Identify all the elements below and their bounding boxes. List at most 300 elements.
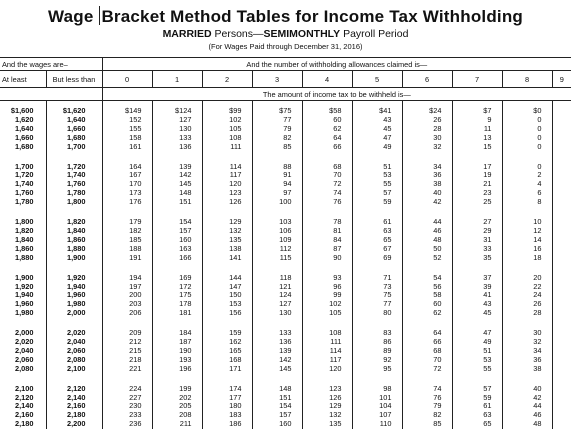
tax-cell-allowance-3: 124	[252, 291, 302, 300]
row-group	[0, 212, 571, 263]
tax-cell-allowance-6: 58	[402, 291, 452, 300]
tax-cell-allowance-9	[552, 143, 571, 152]
tax-cell-allowance-9	[552, 402, 571, 411]
tax-cell-allowance-0: 167	[102, 171, 152, 180]
tax-cell-allowance-4: 68	[302, 157, 352, 172]
tax-cell-allowance-1: 145	[152, 180, 202, 189]
tax-cell-allowance-0: 206	[102, 309, 152, 318]
tax-cell-allowance-0: 161	[102, 143, 152, 152]
tax-cell-allowance-0: 203	[102, 300, 152, 309]
tax-cell-allowance-2: 135	[202, 236, 252, 245]
tax-cell-allowance-1: 151	[152, 198, 202, 207]
tax-cell-allowance-5: 75	[352, 291, 402, 300]
table-row	[0, 268, 571, 283]
tax-cell-allowance-3: 91	[252, 171, 302, 180]
tax-cell-allowance-8: 0	[502, 134, 552, 143]
tax-cell-allowance-4: 81	[302, 227, 352, 236]
tax-cell-allowance-9	[552, 283, 571, 292]
table-row	[0, 212, 571, 227]
tax-cell-allowance-3: 121	[252, 283, 302, 292]
tax-cell-allowance-8: 24	[502, 291, 552, 300]
tax-cell-allowance-4: 74	[302, 189, 352, 198]
tax-cell-allowance-1: 136	[152, 143, 202, 152]
tax-cell-allowance-6: 66	[402, 338, 452, 347]
but-less-cell: 1,980	[46, 300, 102, 309]
allowance-col-6: 6	[402, 71, 452, 88]
tax-cell-allowance-8: 40	[502, 379, 552, 394]
tax-cell-allowance-3: 79	[252, 125, 302, 134]
tax-cell-allowance-8: 48	[502, 420, 552, 429]
tax-cell-allowance-9	[552, 309, 571, 318]
tax-cell-allowance-0: 224	[102, 379, 152, 394]
withholding-table	[0, 57, 571, 429]
tax-cell-allowance-2: 141	[202, 254, 252, 263]
at-least-cell: 2,100	[15, 383, 34, 393]
tax-cell-allowance-7: 33	[452, 245, 502, 254]
tax-cell-allowance-1: $124	[152, 101, 202, 116]
allowance-col-0: 0	[102, 71, 152, 88]
tax-cell-allowance-1: 199	[152, 379, 202, 394]
tax-cell-allowance-0: 155	[102, 125, 152, 134]
but-less-cell: 1,640	[46, 116, 102, 125]
tax-cell-allowance-9	[552, 411, 571, 420]
tax-cell-allowance-7: 43	[452, 300, 502, 309]
tax-cell-allowance-6: 30	[402, 134, 452, 143]
tax-cell-allowance-7: 9	[452, 116, 502, 125]
at-least-cell: 1,960	[15, 299, 34, 309]
tax-cell-allowance-8: 10	[502, 212, 552, 227]
tax-cell-allowance-5: 45	[352, 125, 402, 134]
table-row	[0, 365, 571, 374]
tax-cell-allowance-5: 104	[352, 402, 402, 411]
tax-cell-allowance-0: 230	[102, 402, 152, 411]
tax-cell-allowance-4: 99	[302, 291, 352, 300]
tax-cell-allowance-4: 76	[302, 198, 352, 207]
tax-cell-allowance-1: 163	[152, 245, 202, 254]
tax-cell-allowance-2: 114	[202, 157, 252, 172]
tax-cell-allowance-6: 74	[402, 379, 452, 394]
tax-cell-allowance-6: 28	[402, 125, 452, 134]
tax-cell-allowance-2: 153	[202, 300, 252, 309]
tax-cell-allowance-8: 20	[502, 268, 552, 283]
table-row	[0, 143, 571, 152]
tax-cell-allowance-4: 120	[302, 365, 352, 374]
tax-cell-allowance-1: 190	[152, 347, 202, 356]
tax-cell-allowance-4: 66	[302, 143, 352, 152]
tax-cell-allowance-5: 67	[352, 245, 402, 254]
tax-cell-allowance-2: 174	[202, 379, 252, 394]
tax-cell-allowance-8: 18	[502, 254, 552, 263]
tax-cell-allowance-4: 70	[302, 171, 352, 180]
tax-cell-allowance-1: 127	[152, 116, 202, 125]
table-row	[0, 420, 571, 429]
tax-cell-allowance-6: 52	[402, 254, 452, 263]
tax-cell-allowance-4: 96	[302, 283, 352, 292]
tax-cell-allowance-9	[552, 268, 571, 283]
tax-cell-allowance-7: 59	[452, 394, 502, 403]
tax-cell-allowance-2: 156	[202, 309, 252, 318]
tax-cell-allowance-0: 179	[102, 212, 152, 227]
tax-cell-allowance-5: $41	[352, 101, 402, 116]
tax-cell-allowance-7: 61	[452, 402, 502, 411]
tax-cell-allowance-3: 115	[252, 254, 302, 263]
tax-cell-allowance-2: 159	[202, 323, 252, 338]
but-less-cell: 1,760	[46, 180, 102, 189]
tax-cell-allowance-3: 142	[252, 356, 302, 365]
tax-cell-allowance-0: 215	[102, 347, 152, 356]
but-less-cell: $1,620	[46, 101, 102, 116]
tax-cell-allowance-4: 78	[302, 212, 352, 227]
at-least-cell: 2,040	[15, 345, 34, 355]
tax-cell-allowance-7: 53	[452, 356, 502, 365]
tax-cell-allowance-0: 197	[102, 283, 152, 292]
tax-cell-allowance-9	[552, 323, 571, 338]
at-least-cell: 1,920	[15, 281, 34, 291]
table-row	[0, 254, 571, 263]
at-least-cell: 1,820	[15, 225, 34, 235]
at-least-cell: 1,940	[15, 290, 34, 300]
subtitle-payroll: Payroll Period	[343, 28, 409, 40]
tax-cell-allowance-1: 148	[152, 189, 202, 198]
tax-cell-allowance-7: 51	[452, 347, 502, 356]
tax-cell-allowance-8: 26	[502, 300, 552, 309]
at-least-cell: 1,740	[15, 179, 34, 189]
tax-cell-allowance-2: 111	[202, 143, 252, 152]
tax-cell-allowance-9	[552, 171, 571, 180]
tax-cell-allowance-3: 77	[252, 116, 302, 125]
tax-cell-allowance-0: 182	[102, 227, 152, 236]
tax-cell-allowance-0: 227	[102, 394, 152, 403]
tax-cell-allowance-1: 193	[152, 356, 202, 365]
tax-cell-allowance-9	[552, 227, 571, 236]
but-less-cell: 2,060	[46, 347, 102, 356]
blank-cell	[0, 88, 46, 101]
tax-cell-allowance-9	[552, 338, 571, 347]
tax-cell-allowance-5: 80	[352, 309, 402, 318]
but-less-cell: 2,040	[46, 338, 102, 347]
tax-cell-allowance-0: 236	[102, 420, 152, 429]
table-row	[0, 323, 571, 338]
tax-cell-allowance-8: $0	[502, 101, 552, 116]
tax-cell-allowance-7: 45	[452, 309, 502, 318]
tax-cell-allowance-9	[552, 356, 571, 365]
at-least-cell: 1,900	[15, 272, 34, 282]
tax-cell-allowance-3: 82	[252, 134, 302, 143]
tax-cell-allowance-6: 50	[402, 245, 452, 254]
tax-cell-allowance-9	[552, 291, 571, 300]
tax-cell-allowance-5: 55	[352, 180, 402, 189]
tax-cell-allowance-9	[552, 198, 571, 207]
row-group	[0, 268, 571, 319]
tax-cell-allowance-1: 133	[152, 134, 202, 143]
tax-cell-allowance-2: 123	[202, 189, 252, 198]
page-title	[0, 6, 571, 27]
but-less-cell: 1,960	[46, 291, 102, 300]
tax-cell-allowance-5: 98	[352, 379, 402, 394]
tax-cell-allowance-0: 212	[102, 338, 152, 347]
tax-cell-allowance-7: 27	[452, 212, 502, 227]
at-least-cell: 2,160	[15, 410, 34, 420]
tax-cell-allowance-7: 47	[452, 323, 502, 338]
tax-cell-allowance-2: 147	[202, 283, 252, 292]
tax-cell-allowance-1: 157	[152, 227, 202, 236]
tax-cell-allowance-5: 107	[352, 411, 402, 420]
but-less-cell: 2,160	[46, 402, 102, 411]
tax-cell-allowance-9	[552, 420, 571, 429]
tax-cell-allowance-2: 150	[202, 291, 252, 300]
tax-cell-allowance-2: 132	[202, 227, 252, 236]
tax-cell-allowance-9	[552, 347, 571, 356]
tax-cell-allowance-8: 32	[502, 338, 552, 347]
tax-cell-allowance-8: 30	[502, 323, 552, 338]
at-least-cell: 1,760	[15, 188, 34, 198]
tax-cell-allowance-3: 94	[252, 180, 302, 189]
tax-cell-allowance-6: $24	[402, 101, 452, 116]
tax-cell-allowance-6: 62	[402, 309, 452, 318]
tax-cell-allowance-7: 23	[452, 189, 502, 198]
tax-cell-allowance-4: 135	[302, 420, 352, 429]
tax-cell-allowance-2: 129	[202, 212, 252, 227]
at-least-cell: 2,180	[15, 419, 34, 429]
tax-cell-allowance-5: 49	[352, 143, 402, 152]
tax-cell-allowance-0: 158	[102, 134, 152, 143]
at-least-cell: 1,840	[15, 234, 34, 244]
tax-cell-allowance-3: $75	[252, 101, 302, 116]
subtitle-persons: Persons—	[214, 28, 264, 40]
at-least-cell: 1,660	[15, 132, 34, 142]
tax-cell-allowance-8: 0	[502, 157, 552, 172]
tax-cell-allowance-5: 59	[352, 198, 402, 207]
tax-cell-allowance-2: 162	[202, 338, 252, 347]
tax-cell-allowance-5: 92	[352, 356, 402, 365]
tax-cell-allowance-6: 82	[402, 411, 452, 420]
tax-cell-allowance-8: 0	[502, 116, 552, 125]
at-least-cell: 1,680	[15, 141, 34, 151]
tax-cell-allowance-0: 209	[102, 323, 152, 338]
tax-cell-allowance-6: 60	[402, 300, 452, 309]
tax-cell-allowance-4: 108	[302, 323, 352, 338]
tax-cell-allowance-1: 205	[152, 402, 202, 411]
tax-cell-allowance-0: 221	[102, 365, 152, 374]
tax-cell-allowance-7: 21	[452, 180, 502, 189]
tax-cell-allowance-3: 139	[252, 347, 302, 356]
tax-cell-allowance-7: 49	[452, 338, 502, 347]
tax-cell-allowance-5: 83	[352, 323, 402, 338]
tax-cell-allowance-7: 55	[452, 365, 502, 374]
tax-cell-allowance-4: 114	[302, 347, 352, 356]
tax-cell-allowance-6: 44	[402, 212, 452, 227]
tax-cell-allowance-3: 109	[252, 236, 302, 245]
tax-cell-allowance-4: 102	[302, 300, 352, 309]
tax-cell-allowance-2: 120	[202, 180, 252, 189]
tax-cell-allowance-4: 93	[302, 268, 352, 283]
tax-cell-allowance-7: 15	[452, 143, 502, 152]
tax-cell-allowance-2: 117	[202, 171, 252, 180]
tax-cell-allowance-9	[552, 394, 571, 403]
tax-cell-allowance-6: 54	[402, 268, 452, 283]
tax-cell-allowance-0: 176	[102, 198, 152, 207]
but-less-cell: 1,680	[46, 134, 102, 143]
tax-cell-allowance-1: 208	[152, 411, 202, 420]
tax-cell-allowance-2: 183	[202, 411, 252, 420]
tax-cell-allowance-1: 160	[152, 236, 202, 245]
tax-cell-allowance-4: 64	[302, 134, 352, 143]
tax-cell-allowance-4: 84	[302, 236, 352, 245]
tax-cell-allowance-3: 151	[252, 394, 302, 403]
title-rest: Bracket Method Tables for Income Tax Withholding	[101, 7, 524, 26]
but-less-cell: 2,180	[46, 411, 102, 420]
tax-cell-allowance-4: 129	[302, 402, 352, 411]
tax-cell-allowance-1: 187	[152, 338, 202, 347]
tax-cell-allowance-7: 13	[452, 134, 502, 143]
tax-cell-allowance-1: 181	[152, 309, 202, 318]
allowance-col-5: 5	[352, 71, 402, 88]
at-least-cell: 1,700	[15, 161, 34, 171]
tax-cell-allowance-9	[552, 254, 571, 263]
tax-cell-allowance-1: 172	[152, 283, 202, 292]
tax-cell-allowance-0: 194	[102, 268, 152, 283]
tax-cell-allowance-3: 130	[252, 309, 302, 318]
tax-cell-allowance-5: 63	[352, 227, 402, 236]
tax-cell-allowance-9	[552, 189, 571, 198]
tax-cell-allowance-8: 4	[502, 180, 552, 189]
tax-cell-allowance-4: 72	[302, 180, 352, 189]
row-group	[0, 157, 571, 208]
tax-cell-allowance-1: 178	[152, 300, 202, 309]
tax-cell-allowance-5: 47	[352, 134, 402, 143]
tax-cell-allowance-3: 148	[252, 379, 302, 394]
but-less-cell: 2,140	[46, 394, 102, 403]
but-less-cell: 2,080	[46, 356, 102, 365]
tax-cell-allowance-6: 34	[402, 157, 452, 172]
tax-cell-allowance-2: 180	[202, 402, 252, 411]
tax-cell-allowance-2: 165	[202, 347, 252, 356]
tax-cell-allowance-8: 16	[502, 245, 552, 254]
tax-cell-allowance-5: 73	[352, 283, 402, 292]
tax-cell-allowance-7: 57	[452, 379, 502, 394]
tax-cell-allowance-2: 171	[202, 365, 252, 374]
date-note: (For Wages Paid through December 31, 2016)	[208, 42, 363, 51]
tax-cell-allowance-9	[552, 116, 571, 125]
at-least-header: At least	[0, 71, 46, 88]
table-row	[0, 157, 571, 172]
at-least-cell: 2,140	[15, 401, 34, 411]
tax-cell-allowance-4: 132	[302, 411, 352, 420]
but-less-cell: 1,880	[46, 245, 102, 254]
tax-cell-allowance-3: 154	[252, 402, 302, 411]
tax-cell-allowance-0: 185	[102, 236, 152, 245]
tax-cell-allowance-1: 211	[152, 420, 202, 429]
but-less-cell: 2,000	[46, 309, 102, 318]
tax-cell-allowance-7: 19	[452, 171, 502, 180]
tax-cell-allowance-1: 139	[152, 157, 202, 172]
tax-cell-allowance-8: 0	[502, 143, 552, 152]
tax-cell-allowance-2: 105	[202, 125, 252, 134]
row-group	[0, 323, 571, 374]
tax-cell-allowance-1: 175	[152, 291, 202, 300]
tax-cell-allowance-6: 72	[402, 365, 452, 374]
at-least-cell: 1,640	[15, 123, 34, 133]
tax-cell-allowance-7: 39	[452, 283, 502, 292]
tax-cell-allowance-8: 36	[502, 356, 552, 365]
tax-cell-allowance-6: 38	[402, 180, 452, 189]
tax-cell-allowance-6: 40	[402, 189, 452, 198]
tax-cell-allowance-1: 202	[152, 394, 202, 403]
tax-cell-allowance-4: $58	[302, 101, 352, 116]
at-least-cell: 1,620	[15, 114, 34, 124]
tax-cell-allowance-3: 88	[252, 157, 302, 172]
tax-cell-allowance-1: 196	[152, 365, 202, 374]
at-least-cell: 1,780	[15, 197, 34, 207]
tax-cell-allowance-2: 168	[202, 356, 252, 365]
at-least-cell: 1,860	[15, 243, 34, 253]
table-row	[0, 309, 571, 318]
tax-cell-allowance-2: 186	[202, 420, 252, 429]
tax-cell-allowance-0: 170	[102, 180, 152, 189]
tax-cell-allowance-5: 57	[352, 189, 402, 198]
allowance-col-4: 4	[302, 71, 352, 88]
at-least-cell: $1,600	[10, 106, 34, 115]
but-less-cell: 1,720	[46, 157, 102, 172]
blank-cell	[46, 88, 102, 101]
at-least-cell: 2,060	[15, 354, 34, 364]
but-less-cell: 1,900	[46, 254, 102, 263]
but-less-cell: 1,800	[46, 198, 102, 207]
tax-cell-allowance-2: 126	[202, 198, 252, 207]
tax-cell-allowance-5: 95	[352, 365, 402, 374]
tax-cell-allowance-8: 44	[502, 402, 552, 411]
page-subtitle	[0, 28, 571, 40]
at-least-cell: 1,980	[15, 308, 34, 318]
tax-cell-allowance-9	[552, 300, 571, 309]
tax-cell-allowance-8: 22	[502, 283, 552, 292]
tax-cell-allowance-8: 8	[502, 198, 552, 207]
tax-cell-allowance-6: 36	[402, 171, 452, 180]
allowances-header: And the number of withholding allowances claimed is—	[102, 58, 571, 71]
tax-cell-allowance-9	[552, 157, 571, 172]
tax-cell-allowance-8: 46	[502, 411, 552, 420]
title-wage: Wage	[47, 7, 94, 26]
row-group	[0, 379, 571, 430]
tax-cell-allowance-4: 105	[302, 309, 352, 318]
tax-cell-allowance-5: 69	[352, 254, 402, 263]
but-less-cell: 1,920	[46, 268, 102, 283]
but-less-cell: 2,200	[46, 420, 102, 429]
tax-cell-allowance-5: 89	[352, 347, 402, 356]
tax-cell-allowance-4: 111	[302, 338, 352, 347]
tax-cell-allowance-4: 123	[302, 379, 352, 394]
tax-cell-allowance-7: 41	[452, 291, 502, 300]
but-less-cell: 1,740	[46, 171, 102, 180]
allowance-col-7: 7	[452, 71, 502, 88]
at-least-cell: 2,020	[15, 337, 34, 347]
tax-cell-allowance-6: 64	[402, 323, 452, 338]
tax-cell-allowance-6: 26	[402, 116, 452, 125]
tax-cell-allowance-7: 29	[452, 227, 502, 236]
at-least-cell: 2,080	[15, 363, 34, 373]
tax-cell-allowance-4: 90	[302, 254, 352, 263]
at-least-cell: 1,800	[15, 217, 34, 227]
tax-cell-allowance-3: 85	[252, 143, 302, 152]
tax-cell-allowance-8: 42	[502, 394, 552, 403]
tax-cell-allowance-7: 63	[452, 411, 502, 420]
tax-cell-allowance-8: 12	[502, 227, 552, 236]
tax-cell-allowance-1: 142	[152, 171, 202, 180]
tax-cell-allowance-2: 144	[202, 268, 252, 283]
allowance-col-1: 1	[152, 71, 202, 88]
tax-cell-allowance-9	[552, 379, 571, 394]
tax-cell-allowance-7: 31	[452, 236, 502, 245]
